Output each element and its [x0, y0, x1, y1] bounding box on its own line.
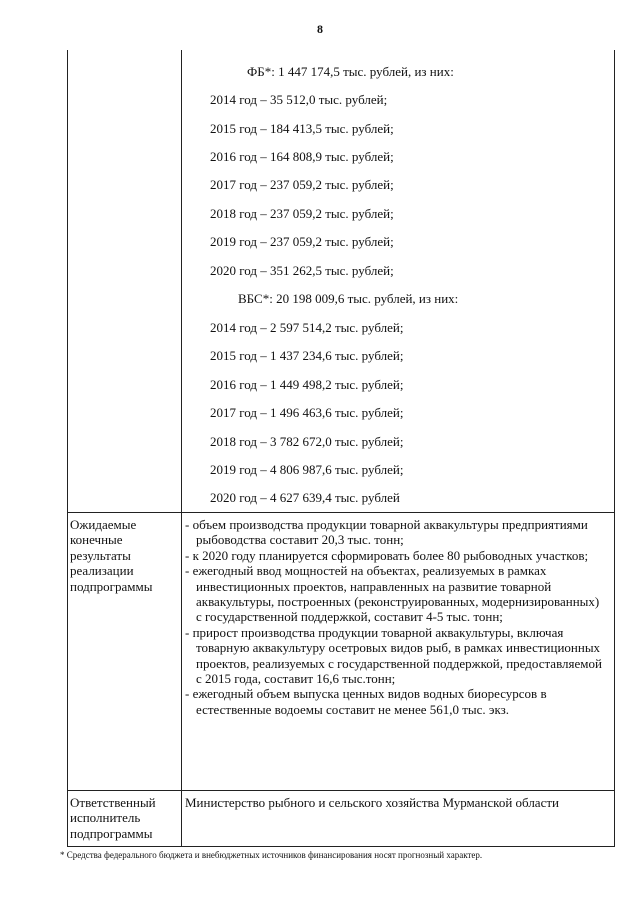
footnote: * Средства федерального бюджета и внебюджетных источников финансирования носят прогнозный характер. — [60, 850, 483, 860]
fb-year-line: 2014 год – 35 512,0 тыс. рублей; — [210, 92, 388, 107]
column-divider — [181, 50, 182, 846]
vbs-year-line: 2019 год – 4 806 987,6 тыс. рублей; — [210, 462, 404, 477]
results-label-line: конечные — [70, 532, 123, 548]
fb-year-line: 2019 год – 237 059,2 тыс. рублей; — [210, 234, 394, 249]
vbs-year-line: 2017 год – 1 496 463,6 тыс. рублей; — [210, 405, 404, 420]
vbs-year-line: 2016 год – 1 449 498,2 тыс. рублей; — [210, 377, 404, 392]
fb-heading: ФБ*: 1 447 174,5 тыс. рублей, из них: — [247, 64, 454, 79]
fb-year-line: 2016 год – 164 808,9 тыс. рублей; — [210, 149, 394, 164]
executor-label-line: подпрограммы — [70, 825, 153, 841]
results-item: - объем производства продукции товарной аквакультуры предприятиями рыбоводства составит 20,3 тыс. тонн; — [185, 517, 588, 548]
executor-label-line: исполнитель — [70, 810, 141, 826]
executor-label — [70, 795, 178, 841]
executor-value: Министерство рыбного и сельского хозяйства Мурманской области — [185, 795, 559, 810]
results-label-line: подпрограммы — [70, 578, 153, 594]
fb-year-line: 2020 год – 351 262,5 тыс. рублей; — [210, 263, 394, 278]
fb-year-line: 2018 год – 237 059,2 тыс. рублей; — [210, 206, 394, 221]
results-item: - ежегодный объем выпуска ценных видов водных биоресурсов в естественные водоемы составит не менее 561,0 тыс. экз. — [185, 686, 547, 717]
vbs-year-line: 2015 год – 1 437 234,6 тыс. рублей; — [210, 348, 404, 363]
results-label-line: реализации — [70, 563, 134, 579]
fb-year-line: 2015 год – 184 413,5 тыс. рублей; — [210, 121, 394, 136]
vbs-year-line: 2020 год – 4 627 639,4 тыс. рублей — [210, 490, 400, 505]
results-item: - прирост производства продукции товарной аквакультуры, включая товарную аквакультуру осетровых видов рыб, в рамках инвестиционных проектов, реализуемых с государственной поддержкой, предоставляемой с 2015 года, составит 16,6 тыс.тонн; — [185, 624, 602, 687]
row-divider-results — [68, 512, 614, 513]
results-item: - ежегодный ввод мощностей на объектах, реализуемых в рамках инвестиционных проектов, направленных на развитие товарной аквакультуры, построенных (реконструированных, модернизированных) с государственной поддержкой, составит 4-5 тыс. тонн; — [185, 563, 600, 625]
results-item: - к 2020 году планируется сформировать более 80 рыбоводных участков; — [185, 547, 589, 563]
vbs-year-line: 2018 год – 3 782 672,0 тыс. рублей; — [210, 434, 404, 449]
vbs-heading: ВБС*: 20 198 009,6 тыс. рублей, из них: — [238, 291, 459, 306]
results-label-line: Ожидаемые — [70, 517, 137, 532]
page-number: 8 — [317, 22, 323, 36]
results-label — [70, 517, 178, 594]
results-label-line: результаты — [70, 547, 131, 563]
executor-label-line: Ответственный — [70, 795, 156, 810]
row-divider-executor — [68, 790, 614, 791]
vbs-year-line: 2014 год – 2 597 514,2 тыс. рублей; — [210, 320, 404, 335]
fb-year-line: 2017 год – 237 059,2 тыс. рублей; — [210, 177, 394, 192]
results-list — [185, 517, 603, 717]
